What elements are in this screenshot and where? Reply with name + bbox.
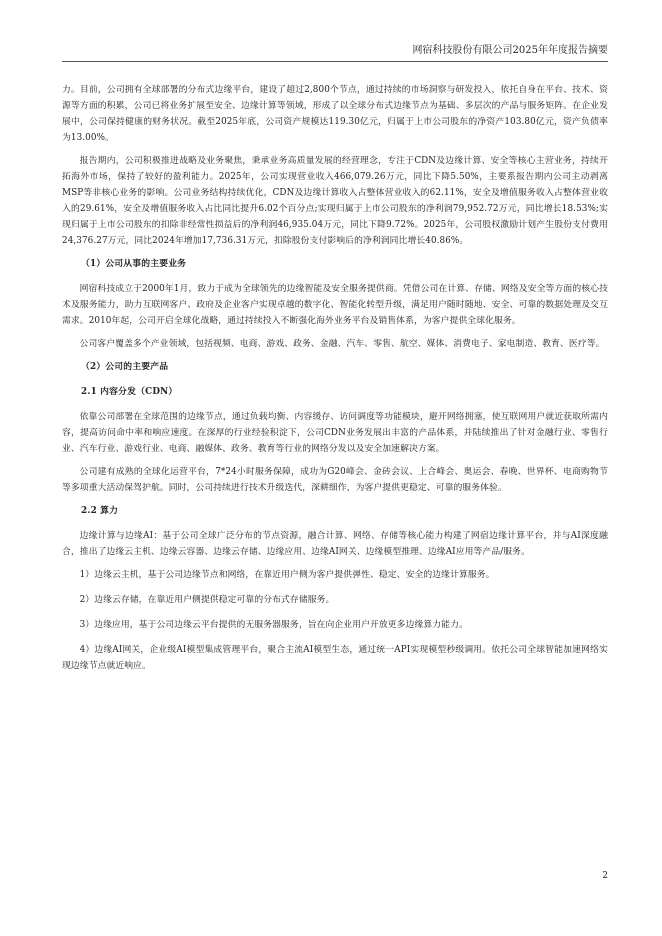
section-heading-main-business: （1）公司从事的主要业务 — [81, 259, 187, 269]
list-item-edge-ai-gateway: 4）边缘AI网关，企业级AI模型集成管理平台，聚合主流AI模型生态，通过统一API实现模型秒级调用。依托公司全球智能加速网络实现边缘节点就近响应。 — [62, 645, 608, 671]
paragraph-financial-performance: 报告期内，公司积极推进战略及业务聚焦，秉承业务高质量发展的经营理念，专注于CDN及边缘计算、安全等核心主营业务，持续开拓海外市场，保持了较好的盈利能力。2025年，公司实现营业收入466,079.26万元，同比下降5.50%，主要系报告期内公司主动剥离MSP等非核心业务的影响。公司业务结构持续优化，CDN及边缘计算收入占整体营业收入的62.11%，安全及增值服务收入占整体营业收入的29.61%，安全及增值服务收入占比同比提升6.02个百分点;实现归属于上市公司股东的净利润79,952.72万元，同比增长18.53%;实现归属于上市公司股东的扣除非经常性损益后的净利润46,935.04万元，同比下降9.72%。2025年，公司股权激励计划产生股份支付费用24,376.27万元，同比2024年增加17,736.31万元，扣除股份支付影响后的净利润同比增长40.86%。 — [62, 156, 608, 246]
paragraph-customer-industries: 公司客户覆盖多个产业领域，包括视频、电商、游戏、政务、金融、汽车、零售、航空、媒体、消费电子、家电制造、教育、医疗等。 — [79, 339, 605, 349]
list-item-edge-application: 3）边缘应用，基于公司边缘云平台提供的无服务器服务，旨在向企业用户开放更多边缘算力能力。 — [79, 620, 468, 630]
page-number: 2 — [602, 871, 608, 881]
section-heading-main-products: （2）公司的主要产品 — [81, 362, 169, 372]
list-item-edge-cloud-storage: 2）边缘云存储，在靠近用户侧提供稳定可靠的分布式存储服务。 — [79, 595, 335, 605]
subsection-heading-cdn: 2.1 内容分发（CDN） — [81, 387, 178, 397]
document-body — [62, 82, 608, 683]
report-header-title: 网宿科技股份有限公司2025年年度报告摘要 — [412, 45, 608, 56]
paragraph-edge-computing: 边缘计算与边缘AI：基于公司全球广泛分布的节点资源，融合计算、网络、存储等核心能力构建了网宿边缘计算平台，并与AI深度融合，推出了边缘云主机、边缘云容器、边缘云存储、边缘应用、边缘AI网关、边缘模型推理、边缘AI应用等产品/服务。 — [62, 531, 608, 557]
paragraph-company-intro: 网宿科技成立于2000年1月，致力于成为全球领先的边缘智能及安全服务提供商。凭借公司在计算、存储、网络及安全等方面的核心技术及服务能力，助力互联网客户、政府及企业客户实现卓越的数字化、智能化转型升级，满足用户随时随地、安全、可靠的数据处理及交互需求。2010年起，公司开启全球化战略，通过持续投入不断强化海外业务平台及销售体系，为客户提供全球化服务。 — [62, 284, 608, 326]
subsection-heading-compute: 2.2 算力 — [81, 506, 119, 516]
list-item-edge-cloud-host: 1）边缘云主机，基于公司边缘节点和网络，在靠近用户侧为客户提供弹性、稳定、安全的边缘计算服务。 — [79, 570, 495, 580]
report-header — [62, 44, 608, 62]
paragraph-cdn-operations: 公司建有成熟的全球化运营平台，7*24小时服务保障，成功为G20峰会、金砖会议、上合峰会、奥运会、春晚、世界杯、电商购物节等多项重大活动保驾护航。同时，公司持续进行技术升级迭代，深耕细作，为客户提供更稳定、可靠的服务体验。 — [62, 467, 608, 493]
paragraph-company-overview: 力。目前，公司拥有全球部署的分布式边缘平台，建设了超过2,800个节点，通过持续的市场洞察与研发投入，依托自身在平台、技术、资源等方面的积累，公司已将业务扩展至安全、边缘计算等领域，形成了以全球分布式边缘节点为基础、多层次的产品与服务矩阵。在企业发展中，公司保持健康的财务状况。截至2025年底，公司资产规模达119.30亿元，归属于上市公司股东的净资产103.80亿元，资产负债率为13.00%。 — [62, 85, 608, 143]
paragraph-cdn-description: 依靠公司部署在全球范围的边缘节点，通过负载均衡、内容缓存、访问调度等功能模块，避开网络拥塞，使互联网用户就近获取所需内容，提高访问命中率和响应速度。在深厚的行业经验积淀下，公司CDN业务发展出丰富的产品体系，并陆续推出了针对金融行业、零售行业、汽车行业、游戏行业、电商、融媒体、政务、教育等行业的网络分发以及安全加速解决方案。 — [62, 412, 608, 454]
